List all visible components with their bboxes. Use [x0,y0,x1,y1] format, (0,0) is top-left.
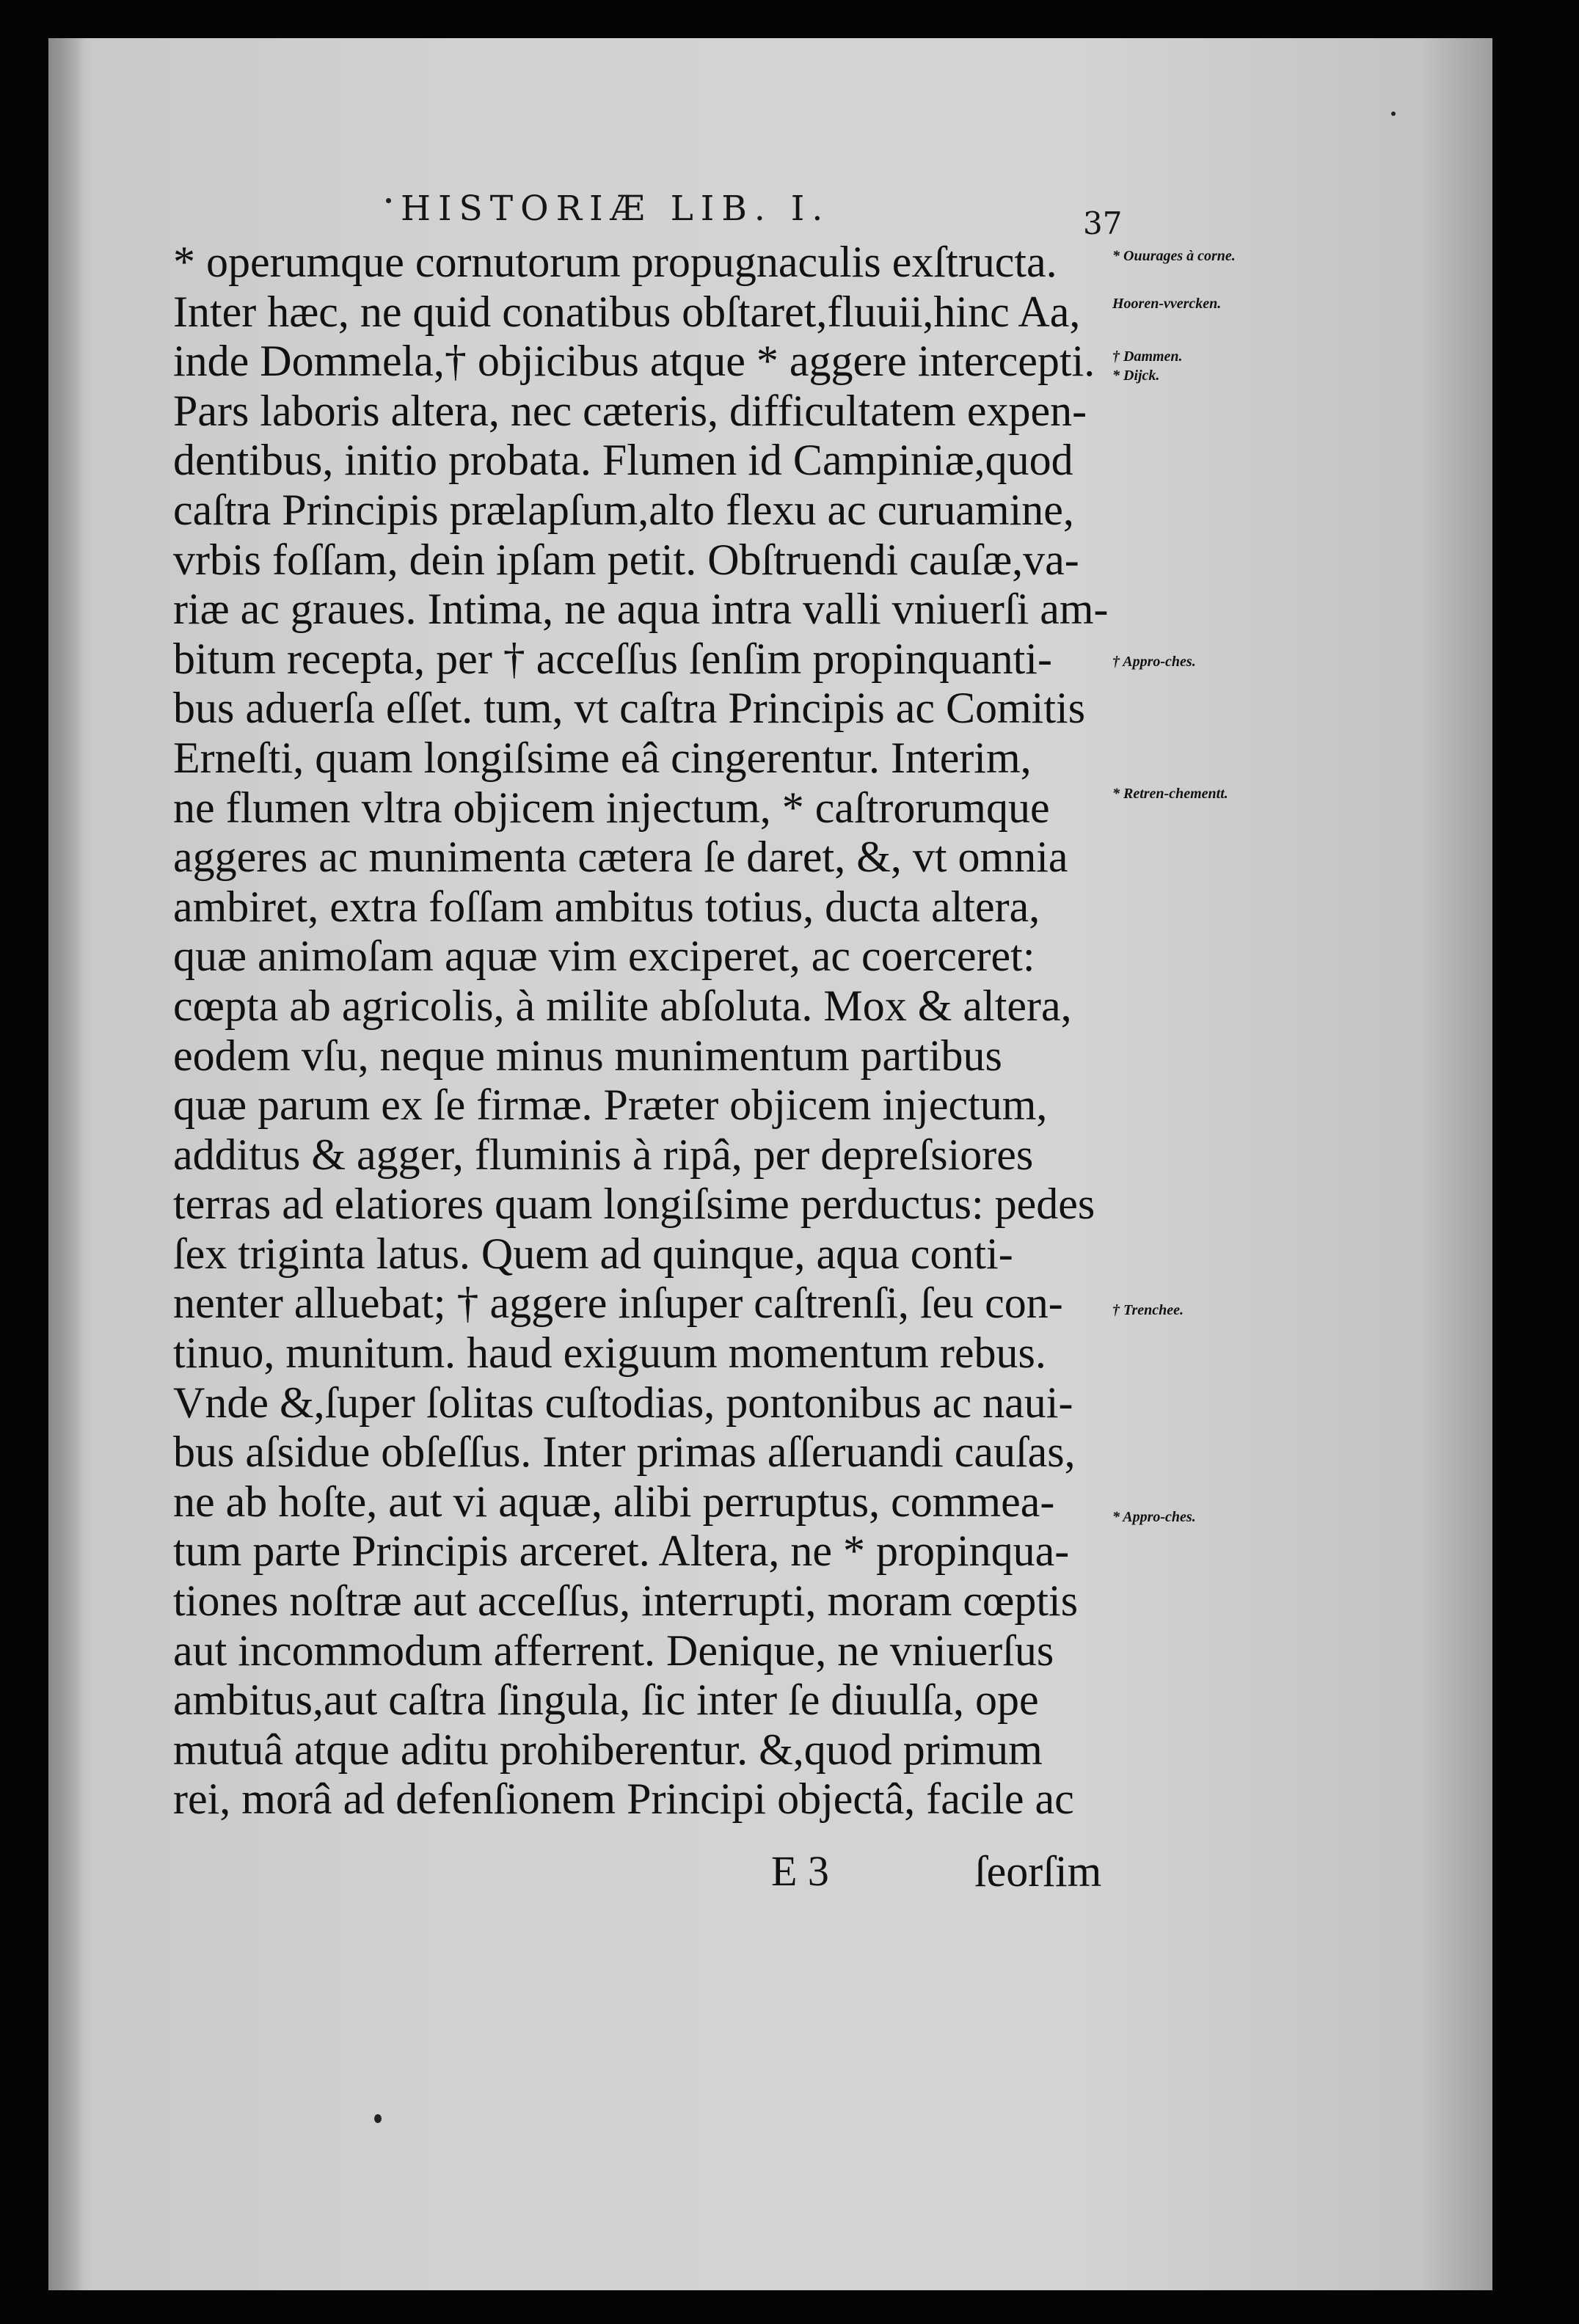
text-line: bus aduerſa eſſet. tum, vt caſtra Principis ac Comitis [173,684,1086,733]
text-line: terras ad elatiores quam longiſsime perductus: pedes [173,1180,1095,1229]
text-line: dentibus, initio probata. Flumen id Campiniæ,quod [173,436,1073,485]
text-line: Pars laboris altera, nec cæteris, difficultatem expen- [173,386,1087,435]
dust-speck [374,2114,382,2123]
margin-note: † Trenchee. [1112,1302,1184,1318]
text-line: aut incommodum afferrent. Denique, ne vniuerſus [173,1626,1054,1675]
body-text [173,238,1171,1824]
text-line: quæ animoſam aquæ vim exciperet, ac coerceret: [173,932,1035,981]
text-line: cœpta ab agricolis, à milite abſoluta. Mox & altera, [173,981,1072,1030]
text-line: eodem vſu, neque minus munimentum partibus [173,1031,1002,1080]
margin-note: * Appro-ches. [1112,1509,1196,1525]
margin-note: * Dijck. [1112,368,1160,384]
book-page [48,38,1492,2290]
margin-note: † Appro-ches. [1112,654,1196,670]
margin-note: Hooren-vvercken. [1112,296,1222,312]
page-number: 37 [1083,205,1123,241]
text-line: tiones noſtræ aut acceſſus, interrupti, moram cœptis [173,1576,1079,1626]
text-line: ambitus,aut caſtra ſingula, ſic inter ſe diuulſa, ope [173,1676,1039,1725]
text-line: ne ab hoſte, aut vi aquæ, alibi perruptus, commea- [173,1477,1055,1526]
margin-note: * Retren-chementt. [1112,786,1228,802]
text-line: tum parte Principis arceret. Altera, ne * propinqua- [173,1527,1070,1576]
text-line: bus aſsidue obſeſſus. Inter primas aſſeruandi cauſas, [173,1428,1076,1477]
text-line: * operumque cornutorum propugnaculis exſtructa. [173,238,1057,286]
page-gutter-shadow [48,38,84,2290]
text-line: bitum recepta, per † acceſſus ſenſim propinquanti- [173,634,1052,683]
catchword: ſeorſim [974,1847,1102,1896]
running-head: HISTORIÆ LIB. I. [401,189,831,229]
text-line: quæ parum ex ſe firmæ. Præter objicem injectum, [173,1081,1048,1130]
text-line: caſtra Principis prælapſum,alto flexu ac curuamine, [173,485,1074,534]
text-line: mutuâ atque aditu prohiberentur. &,quod primum [173,1725,1043,1774]
text-line: nenter alluebat; † aggere inſuper caſtrenſi, ſeu con- [173,1279,1063,1328]
text-line: Vnde &,ſuper ſolitas cuſtodias, pontonibus ac naui- [173,1378,1073,1427]
text-line: ſex triginta latus. Quem ad quinque, aqua conti- [173,1229,1013,1278]
text-line: riæ ac graues. Intima, ne aqua intra valli vniuerſi am- [173,585,1109,634]
margin-note: † Dammen. [1112,348,1183,365]
text-line: rei, morâ ad defenſionem Principi objectâ, facile ac [173,1775,1074,1824]
dust-speck [1391,112,1396,116]
signature-mark: E 3 [771,1847,829,1895]
text-line: aggeres ac munimenta cætera ſe daret, &, vt omnia [173,833,1068,882]
dust-speck [386,198,391,203]
text-line: inde Dommela,† objicibus atque * aggere intercepti. [173,337,1095,386]
text-line: Inter hæc, ne quid conatibus obſtaret,fluuii,hinc Aa, [173,287,1081,336]
margin-note: * Ouurages à corne. [1112,248,1236,264]
text-line: ambiret, extra foſſam ambitus totius, ducta altera, [173,882,1040,931]
text-line: tinuo, munitum. haud exiguum momentum rebus. [173,1329,1046,1378]
text-line: additus & agger, fluminis à ripâ, per depreſsiores [173,1130,1034,1179]
text-line: Erneſti, quam longiſsime eâ cingerentur. Interim, [173,733,1032,782]
text-line: vrbis foſſam, dein ipſam petit. Obſtruendi cauſæ,va- [173,535,1079,584]
text-line: ne flumen vltra objicem injectum, * caſtrorumque [173,783,1050,832]
